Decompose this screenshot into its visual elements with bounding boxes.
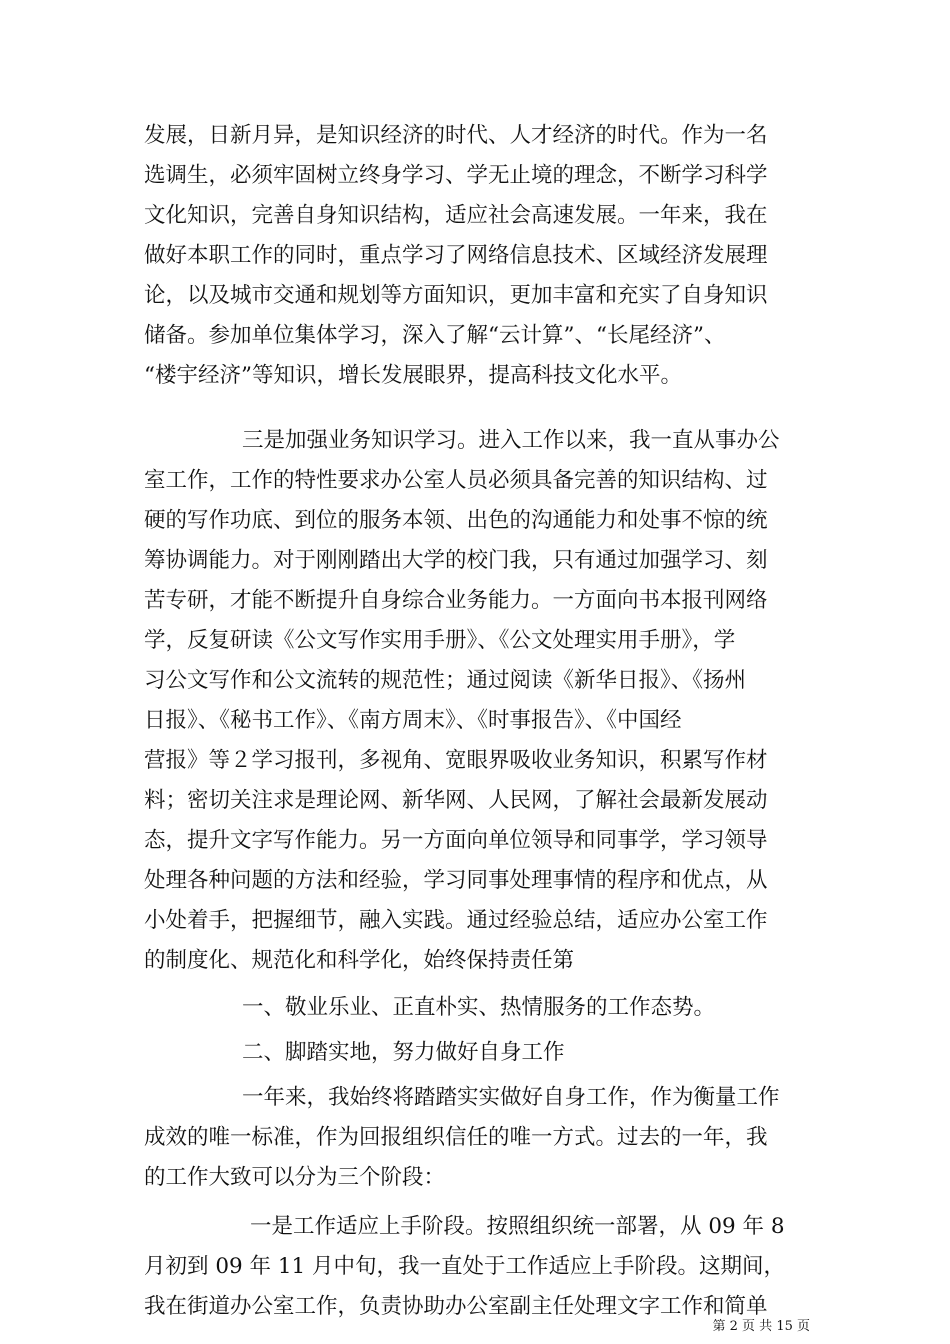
- text-line: 料；密切关注求是理论网、新华网、人民网，了解社会最新发展动: [144, 788, 768, 813]
- text-line: 处理各种问题的方法和经验，学习同事处理事情的程序和优点，从: [144, 868, 768, 893]
- text-line: 文化知识，完善自身知识结构，适应社会高速发展。一年来，我在: [144, 203, 768, 228]
- text-line: 发展，日新月异，是知识经济的时代、人才经济的时代。作为一名: [144, 123, 768, 148]
- text-line: 习公文写作和公文流转的规范性；通过阅读《新华日报》、《扬州: [144, 668, 747, 693]
- text-line: 室工作，工作的特性要求办公室人员必须具备完善的知识结构、过: [144, 468, 768, 493]
- text-line: 的工作大致可以分为三个阶段：: [144, 1165, 446, 1190]
- text-line: 选调生，必须牢固树立终身学习、学无止境的理念，不断学习科学: [144, 163, 768, 188]
- text-line: 小处着手，把握细节，融入实践。通过经验总结，适应办公室工作: [144, 908, 768, 933]
- text-line: 态，提升文字写作能力。另一方面向单位领导和同事学，学习领导: [144, 828, 768, 853]
- text-line: 论，以及城市交通和规划等方面知识，更加丰富和充实了自身知识: [144, 283, 768, 308]
- text-line: 日报》、《秘书工作》、《南方周末》、《时事报告》、《中国经: [144, 708, 682, 733]
- text-line: 一、敬业乐业、正直朴实、热情服务的工作态势。: [242, 995, 716, 1020]
- text-line: 硬的写作功底、到位的服务本领、出色的沟通能力和处事不惊的统: [144, 508, 768, 533]
- text-line: 月初到 09 年 11 月中旬，我一直处于工作适应上手阶段。这期间，: [144, 1254, 786, 1279]
- text-line: 筹协调能力。对于刚刚踏出大学的校门我，只有通过加强学习、刻: [144, 548, 768, 573]
- page-footer: 第 2 页 共 15 页: [712, 1319, 810, 1334]
- text-line: 苦专研，才能不断提升自身综合业务能力。一方面向书本报刊网络: [144, 588, 768, 613]
- section-heading: 二、脚踏实地，努力做好自身工作: [242, 1040, 565, 1065]
- text-line: 做好本职工作的同时，重点学习了网络信息技术、区域经济发展理: [144, 243, 768, 268]
- text-line: 三是加强业务知识学习。进入工作以来，我一直从事办公: [242, 428, 780, 453]
- text-line: 的制度化、规范化和科学化，始终保持责任第: [144, 948, 575, 973]
- text-line: 储备。参加单位集体学习，深入了解“云计算”、“长尾经济”、: [144, 323, 726, 348]
- text-line: 一年来，我始终将踏踏实实做好自身工作，作为衡量工作: [242, 1085, 780, 1110]
- text-line: 营报》等２学习报刊，多视角、宽眼界吸收业务知识，积累写作材: [144, 748, 768, 773]
- text-line: “楼宇经济”等知识，增长发展眼界，提高科技文化水平。: [144, 363, 682, 388]
- text-line: 成效的唯一标准，作为回报组织信任的唯一方式。过去的一年，我: [144, 1125, 768, 1150]
- text-line: 学，反复研读《公文写作实用手册》、《公文处理实用手册》，学: [144, 628, 736, 653]
- text-line: 我在街道办公室工作，负责协助办公室副主任处理文字工作和简单: [144, 1294, 768, 1319]
- text-line: 一是工作适应上手阶段。按照组织统一部署，从 09 年 8: [250, 1214, 785, 1239]
